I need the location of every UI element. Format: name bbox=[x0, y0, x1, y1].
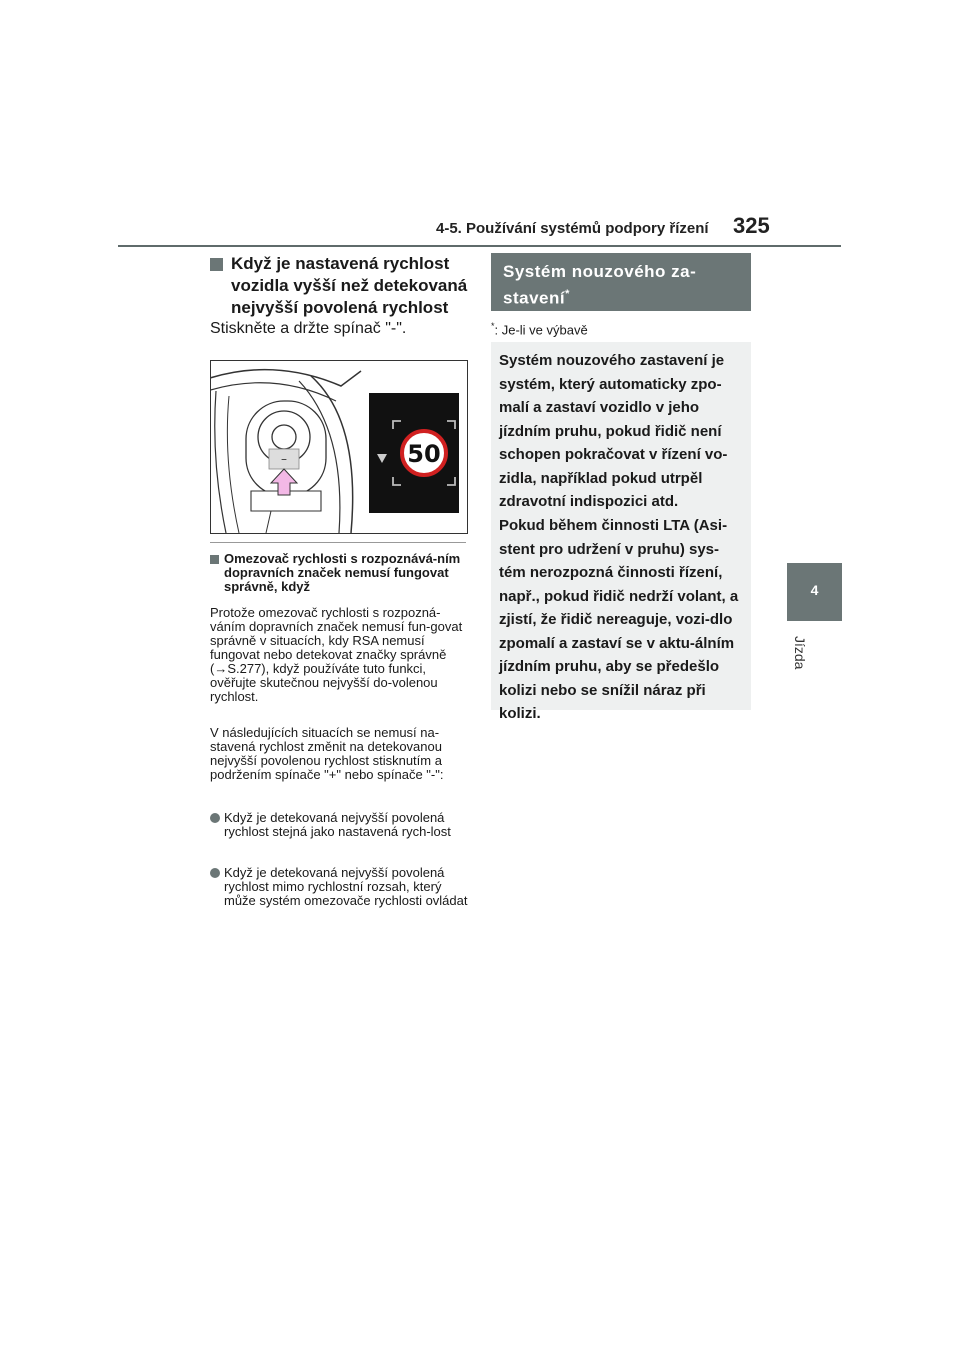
subheading-square-icon bbox=[210, 555, 219, 564]
sub-rule bbox=[210, 542, 466, 543]
info-box-paragraph-2: Pokud během činnosti LTA (Asi-stent pro udržení v pruhu) sys-tém nerozpozná činnosti řízení, např., pokud řidič nedrží volant, a zjistí, že řidič nereaguje, vozi-dlo zpomalí a zastaví se v aktu-álním jízdním pruhu, aby se předešlo kolizi nebo se snížil náraz při kolizi. bbox=[499, 517, 739, 722]
steering-switch-figure bbox=[210, 360, 468, 534]
info-box-paragraph-1: Systém nouzového zastavení je systém, který automaticky zpo-malí a zastaví vozidlo v jeho jízdním pruhu, pokud řidič není schopen pokračovat v řízení vo-zidla, například pokud utrpěl zdravotní indispozici atd. bbox=[499, 352, 728, 510]
bullet-dot-icon bbox=[210, 868, 220, 878]
section-header: 4-5. Používání systémů podpory řízení bbox=[436, 220, 709, 237]
left-paragraph-1: Protože omezovač rychlosti s rozpozná-váním dopravních značek nemusí fun-govat správně v situacích, kdy RSA nemusí fungovat nebo detekovat značky správně (→S.277), když používáte tuto funkci, ověřujte skutečnou nejvyšší do-volenou rychlost. bbox=[210, 605, 463, 704]
header-rule bbox=[118, 245, 841, 247]
page-number: 325 bbox=[733, 213, 770, 238]
chapter-number: 4 bbox=[810, 582, 819, 598]
chapter-label: Jízda bbox=[792, 636, 808, 670]
footnote-mark: * bbox=[565, 288, 570, 300]
left-subheading: Omezovač rychlosti s rozpoznává-ním dopravních značek nemusí fungovat správně, když bbox=[224, 551, 461, 594]
steering-wheel-illustration bbox=[211, 361, 467, 533]
left-intro: Stiskněte a držte spínač "-". bbox=[210, 320, 407, 337]
left-heading: Když je nastavená rychlost vozidla vyšší než detekovaná nejvyšší povolená rychlost bbox=[231, 254, 468, 317]
heading-square-icon bbox=[210, 258, 223, 271]
minus-switch-label: – bbox=[281, 452, 287, 466]
bullet-dot-icon bbox=[210, 813, 220, 823]
speed-sign-value: 50 bbox=[407, 440, 441, 468]
section-title: Systém nouzového za-stavení* bbox=[503, 262, 697, 308]
list-item: Když je detekovaná nejvyšší povolená rychlost stejná jako nastavená rych-lost bbox=[224, 810, 451, 839]
list-item: Když je detekovaná nejvyšší povolená rychlost mimo rychlostní rozsah, který může systém omezovače rychlosti ovládat bbox=[224, 865, 468, 908]
availability-note: *: Je-li ve výbavě bbox=[491, 321, 588, 338]
chapter-tab bbox=[787, 563, 842, 621]
left-paragraph-2: V následujících situacích se nemusí na-stavená rychlost změnit na detekovanou nejvyšší povolenou rychlost stisknutím a podržením spínače "+" nebo spínače "-": bbox=[210, 725, 444, 782]
